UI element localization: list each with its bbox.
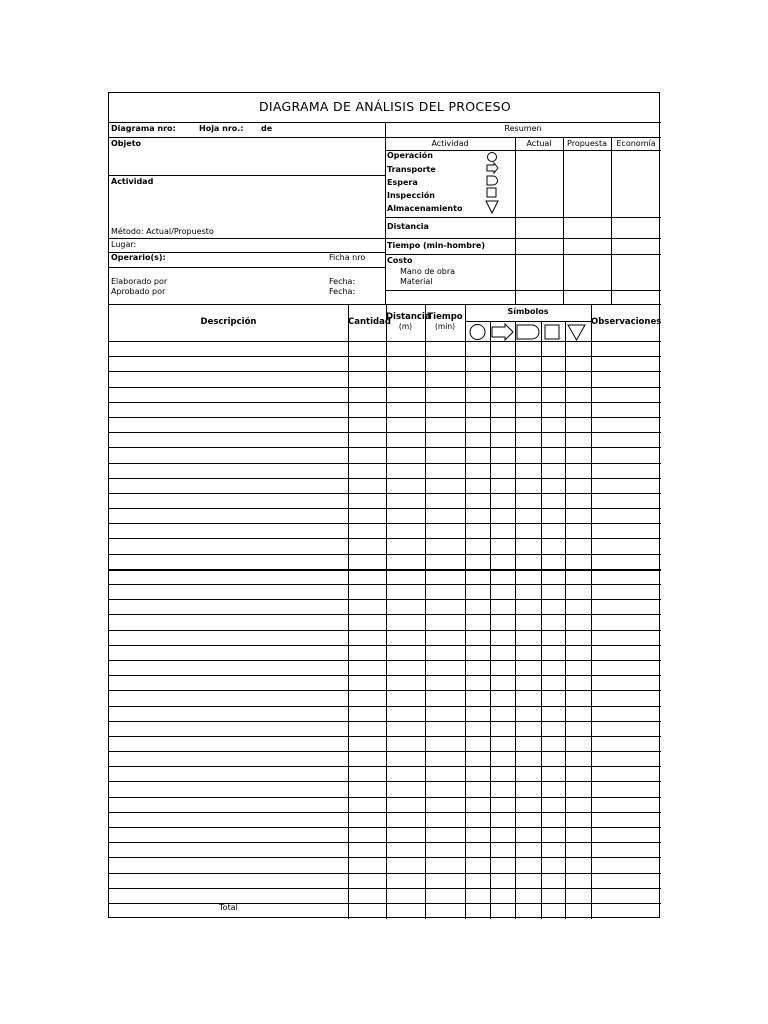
table-row-line [109,645,661,646]
resumen-title: Resumen [504,124,542,133]
lugar-label: Lugar: [111,240,137,249]
table-row-line [109,797,661,798]
table-row-line [109,599,661,600]
table-row-line [109,356,661,357]
table-row-line [109,493,661,494]
diagrama-nro-label: Diagrama nro: [111,124,176,133]
resumen-col-actual: Actual [526,139,552,148]
table-row-line [109,857,661,858]
table-row-line [109,751,661,752]
metodo-label: Método: Actual/Propuesto [111,227,214,236]
table-row-line [109,371,661,372]
form-title: DIAGRAMA DE ANÁLISIS DEL PROCESO [258,99,512,114]
activity-inspeccion: Inspección [387,191,436,200]
table-row-line [109,523,661,524]
resumen-costo: Costo [387,256,413,265]
table-row-line [109,812,661,813]
actividad-label: Actividad [111,177,154,186]
col-tiempo-unit: (min) [435,322,455,331]
symbols-header-row [465,322,591,342]
operation-circle-icon [470,325,485,340]
table-row-line [109,873,661,874]
col-observaciones: Observaciones [591,317,662,327]
col-distancia-unit: (m) [398,322,413,331]
table-row-line [109,827,661,828]
col-distancia: Distancia [386,312,431,322]
table-row-line [109,538,661,539]
table-row-line [109,614,661,615]
process-analysis-form [108,92,660,918]
table-row-line [109,447,661,448]
ficha-nro-label: Ficha nro [329,253,366,262]
activity-espera: Espera [387,178,418,187]
table-row-line [109,341,661,342]
table-row-line [109,660,661,661]
col-tiempo: Tiempo [427,312,463,322]
storage-triangle-icon [568,325,585,340]
table-row-line [109,736,661,737]
table-row-line [109,478,661,479]
activity-symbols-legend [485,151,501,217]
table-row-line [109,584,661,585]
table-row-line [109,554,661,555]
col-simbolos: Símbolos [507,307,549,316]
table-row-line [109,630,661,631]
col-descripcion: Descripción [200,317,257,327]
table-row-line [109,508,661,509]
delay-d-icon [487,176,498,185]
table-row-line [109,721,661,722]
activity-operacion: Operación [387,151,433,160]
resumen-col-economia: Economía [616,139,656,148]
table-row-line [109,781,661,782]
operation-circle-icon [488,153,497,162]
inspection-square-icon [487,188,496,197]
activity-transporte: Transporte [387,165,436,174]
resumen-distancia: Distancia [387,222,429,231]
aprobado-por-label: Aprobado por [111,287,166,296]
resumen-material: Material [400,277,433,286]
objeto-label: Objeto [111,139,142,148]
resumen-col-actividad: Actividad [431,139,469,148]
fecha-label-1: Fecha: [329,277,356,286]
transport-arrow-icon [492,324,513,340]
inspection-square-icon [545,325,559,339]
table-row-line [109,402,661,403]
storage-triangle-icon [486,201,498,213]
elaborado-por-label: Elaborado por [111,277,168,286]
operarios-label: Operario(s): [111,253,166,262]
table-row-line [109,690,661,691]
table-row-line [109,706,661,707]
activity-almacenamiento: Almacenamiento [387,204,463,213]
de-label: de [261,124,273,133]
resumen-mano-de-obra: Mano de obra [400,267,456,276]
table-row-line [109,463,661,464]
total-label: Total [219,903,238,912]
table-row-line [109,387,661,388]
resumen-col-propuesta: Propuesta [567,139,607,148]
delay-d-icon [517,325,539,339]
col-cantidad: Cantidad [348,317,391,327]
transport-arrow-icon [487,163,498,173]
table-row-line [109,432,661,433]
table-row-line [109,766,661,767]
table-row-line [109,888,661,889]
table-row-line [109,417,661,418]
hoja-nro-label: Hoja nro.: [199,124,244,133]
fecha-label-2: Fecha: [329,287,356,296]
resumen-tiempo: Tiempo (min-hombre) [387,241,485,250]
table-row-line [109,842,661,843]
table-row-line [109,675,661,676]
table-row-line [109,569,661,571]
